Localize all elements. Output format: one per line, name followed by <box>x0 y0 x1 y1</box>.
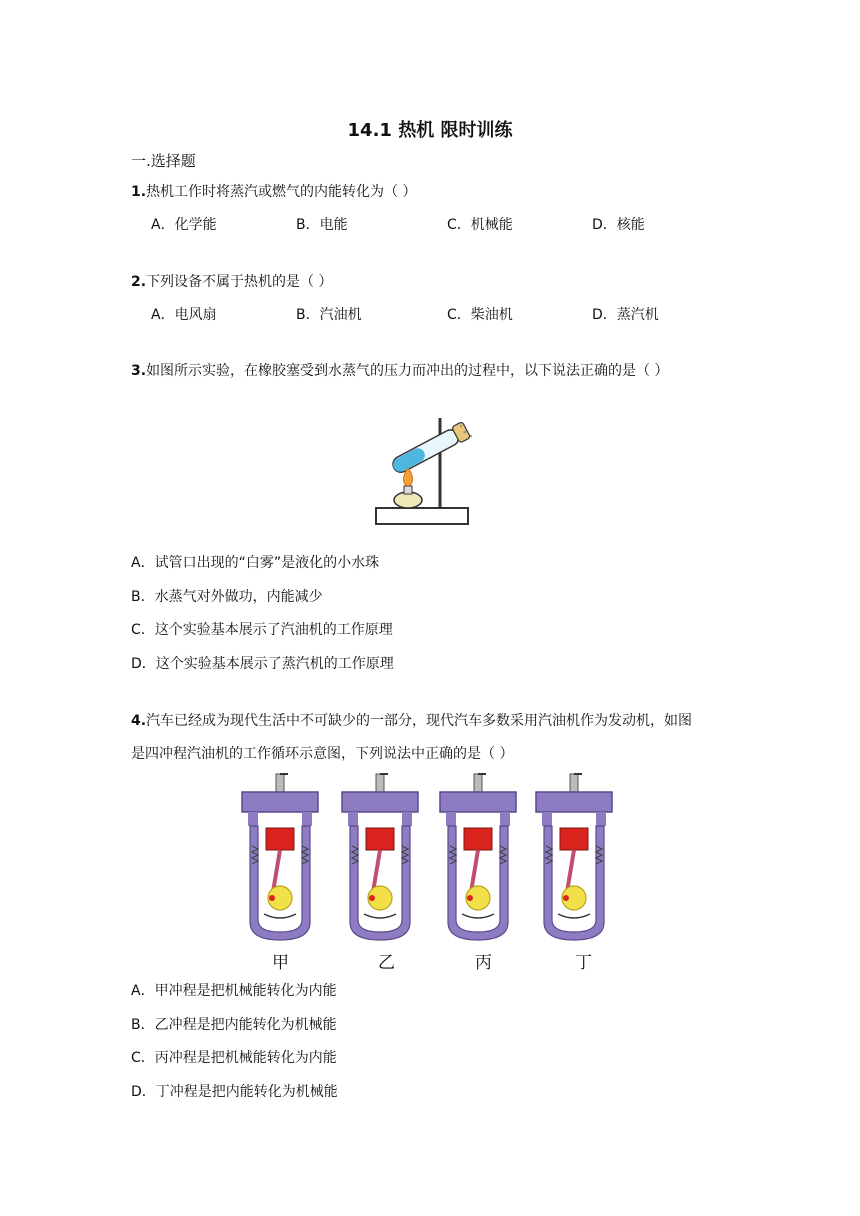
question-text: 下列设备不属于热机的是（ ） <box>146 274 333 290</box>
engine-label-bing: 丙 <box>475 953 492 973</box>
question-number: 1. <box>131 184 147 200</box>
question-4 <box>131 710 692 730</box>
question-number: 3. <box>131 363 147 379</box>
test-tube-experiment-figure <box>372 410 484 528</box>
question-1 <box>131 181 417 201</box>
q4-option-a: A．甲冲程是把机械能转化为内能 <box>131 983 337 999</box>
question-2 <box>131 271 333 291</box>
page-title: 14.1 热机 限时训练 <box>347 120 513 141</box>
q2-option-c: C．柴油机 <box>447 307 513 323</box>
q4-option-c: C．丙冲程是把机械能转化为内能 <box>131 1050 337 1066</box>
engine-label-jia: 甲 <box>272 953 289 973</box>
q4-option-b: B．乙冲程是把内能转化为机械能 <box>131 1017 337 1033</box>
question-4-line2: 是四冲程汽油机的工作循环示意图，下列说法中正确的是（ ） <box>131 746 514 762</box>
q3-option-b: B．水蒸气对外做功，内能减少 <box>131 589 323 605</box>
question-number: 2. <box>131 274 147 290</box>
question-text: 热机工作时将蒸汽或燃气的内能转化为（ ） <box>146 184 417 200</box>
q2-option-a: A．电风扇 <box>151 307 217 323</box>
question-text: 如图所示实验，在橡胶塞受到水蒸气的压力而冲出的过程中，以下说法正确的是（ ） <box>146 363 669 379</box>
q3-option-d: D．这个实验基本展示了蒸汽机的工作原理 <box>131 656 394 672</box>
q4-option-d: D．丁冲程是把内能转化为机械能 <box>131 1084 338 1100</box>
q1-option-a: A．化学能 <box>151 217 217 233</box>
engine-label-yi: 乙 <box>378 953 395 973</box>
question-text-line1: 汽车已经成为现代生活中不可缺少的一部分，现代汽车多数采用汽油机作为发动机，如图 <box>146 713 693 729</box>
four-stroke-engine-figure <box>238 772 622 944</box>
question-3 <box>131 360 669 380</box>
q1-option-b: B．电能 <box>296 217 348 233</box>
q1-option-c: C．机械能 <box>447 217 513 233</box>
q3-option-a: A．试管口出现的“白雾”是液化的小水珠 <box>131 555 380 571</box>
q2-option-d: D．蒸汽机 <box>592 307 659 323</box>
section-heading: 一.选择题 <box>131 152 196 170</box>
q1-option-d: D．核能 <box>592 217 645 233</box>
question-number: 4. <box>131 713 147 729</box>
engine-label-ding: 丁 <box>575 953 592 973</box>
q2-option-b: B．汽油机 <box>296 307 362 323</box>
q3-option-c: C．这个实验基本展示了汽油机的工作原理 <box>131 622 393 638</box>
